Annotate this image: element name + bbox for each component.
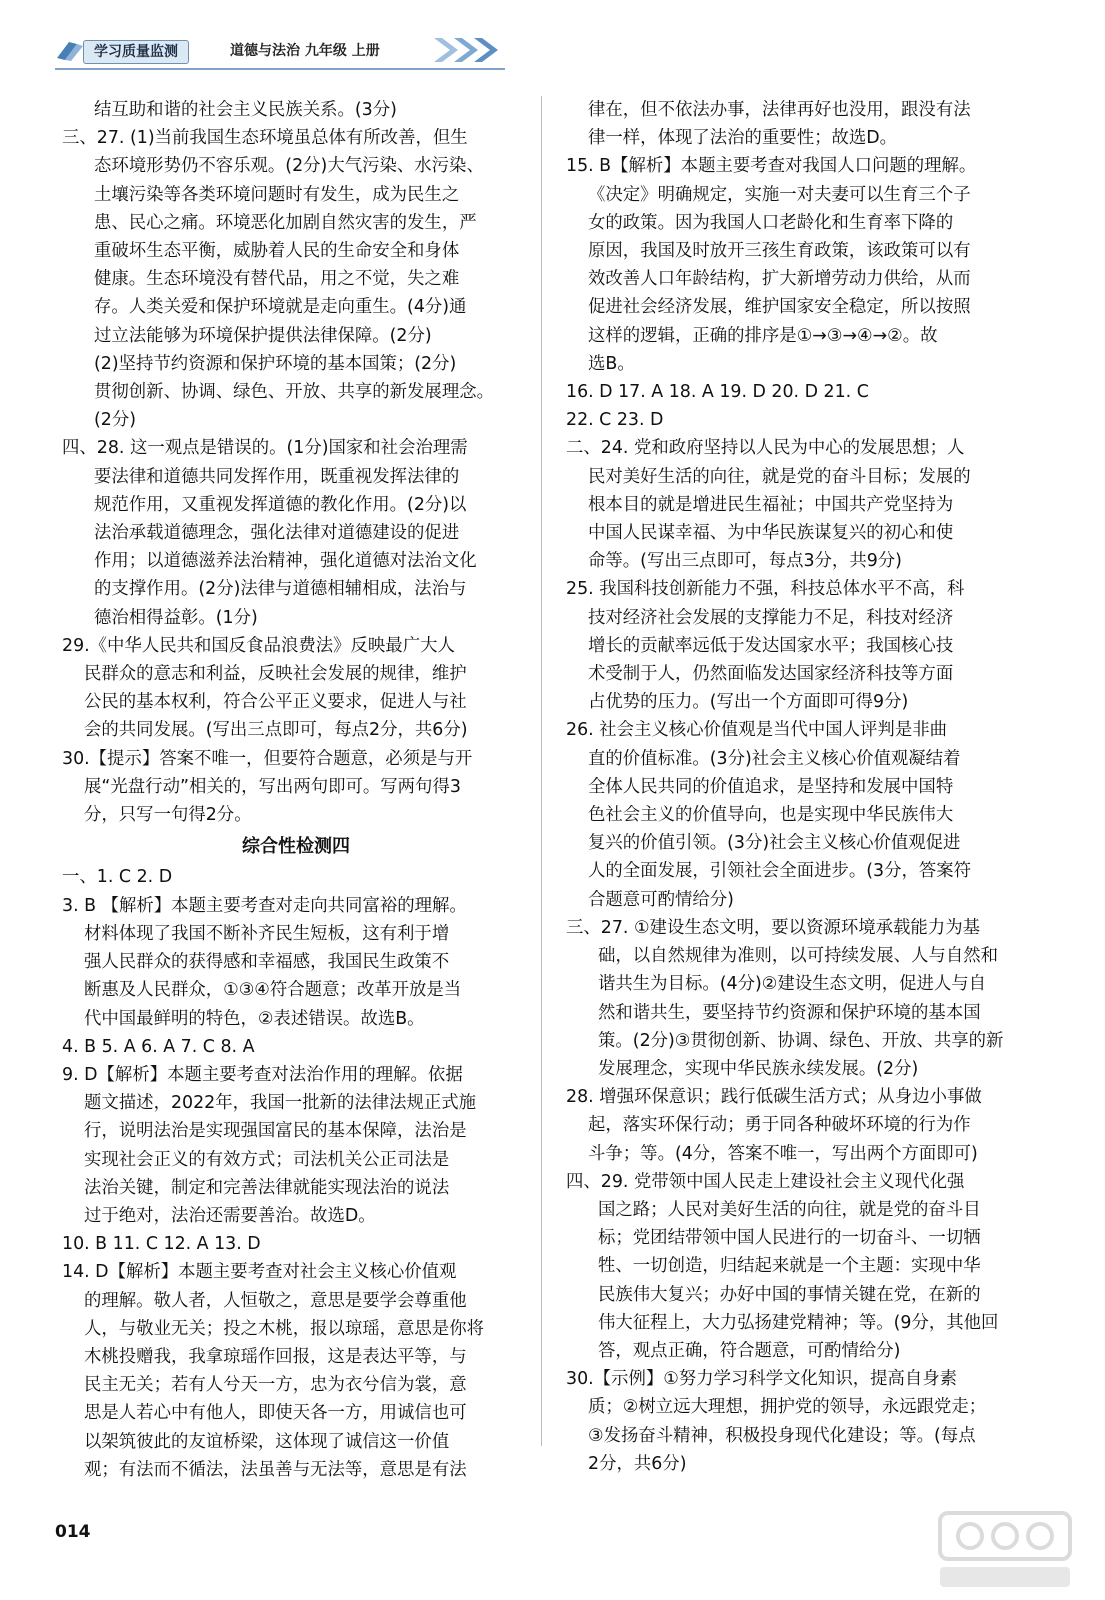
text-line: 的支撑作用。(2分)法律与道德相辅相成，法治与: [94, 579, 467, 600]
text-line: 女的政策。因为我国人口老龄化和生育率下降的: [588, 212, 954, 233]
text-line: 会的共同发展。(写出三点即可，每点2分，共6分): [84, 720, 468, 741]
text-line: 15. B【解析】本题主要考查对我国人口问题的理解。: [566, 156, 977, 177]
text-line: 国之路；人民对美好生活的向往，就是党的奋斗目: [598, 1199, 981, 1220]
text-line: 民主无关；若有人兮天一方，忠为衣兮信为裳，意: [84, 1375, 467, 1396]
text-line: 观；有法而不循法，法虽善与无法等，意思是有法: [84, 1459, 467, 1480]
text-line: 28. 增强环保意识；践行低碳生活方式；从身边小事做: [566, 1087, 982, 1108]
text-line: 质；②树立远大理想，拥护党的领导，永远跟党走；: [588, 1397, 987, 1418]
text-line: 律在，但不依法办事，法律再好也没用，跟没有法: [588, 100, 971, 120]
header-rule: [55, 68, 505, 70]
text-line: 律一样，体现了法治的重要性；故选D。: [588, 128, 898, 149]
text-line: 发展理念，实现中华民族永续发展。(2分): [598, 1058, 919, 1079]
text-line: ③发扬奋斗精神，积极投身现代化建设；等。(每点: [588, 1425, 976, 1446]
text-line: 作用；以道德滋养法治精神，强化道德对法治文化: [94, 551, 477, 572]
watermark-logo-icon: [930, 1505, 1080, 1595]
text-line: 22. C 23. D: [566, 410, 664, 431]
text-line: 代中国最鲜明的特色，②表述错误。故选B。: [84, 1008, 425, 1029]
text-line: 行，说明法治是实现强国富民的基本保障，法治是: [84, 1121, 467, 1142]
text-line: 原因，我国及时放开三孩生育政策，该政策可以有: [588, 241, 971, 262]
text-line: 斗争；等。(4分，答案不唯一，写出两个方面即可): [588, 1143, 978, 1164]
text-line: 三、27. ①建设生态文明，要以资源环境承载能力为基: [566, 917, 980, 938]
text-line: 二、24. 党和政府坚持以人民为中心的发展思想；人: [566, 438, 965, 459]
text-line: 30.【提示】答案不唯一，但要符合题意，必须是与开: [62, 748, 473, 769]
text-line: 存。人类关爱和保护环境就是走向重生。(4分)通: [94, 297, 467, 318]
text-line: 命等。(写出三点即可，每点3分，共9分): [588, 551, 902, 572]
text-line: 木桃投赠我，我拿琼瑶作回报，这是表达平等，与: [84, 1346, 467, 1367]
text-line: 30.【示例】①努力学习科学文化知识，提高自身素: [566, 1369, 958, 1390]
text-line: 展“光盘行动”相关的，写出两句即可。写两句得3: [84, 776, 461, 797]
text-line: 法治承载道德理念，强化法律对道德建设的促进: [94, 523, 460, 544]
text-line: 根本目的就是增进民生福祉；中国共产党坚持为: [588, 494, 954, 515]
text-line: 重破坏生态平衡，威胁着人民的生命安全和身体: [94, 241, 460, 262]
text-line: 过于绝对，法治还需要善治。故选D。: [84, 1205, 376, 1226]
text-line: 占优势的压力。(写出一个方面即可得9分): [588, 692, 909, 713]
text-line: 中国人民谋幸福、为中华民族谋复兴的初心和使: [588, 523, 954, 544]
text-line: 础，以自然规律为准则，以可持续发展、人与自然和: [598, 946, 998, 967]
text-line: 牲、一切创造，归结起来就是一个主题：实现中华: [598, 1256, 981, 1277]
text-line: 效改善人口年龄结构，扩大新增劳动力供给，从而: [588, 269, 971, 290]
text-line: 4. B 5. A 6. A 7. C 8. A: [62, 1036, 255, 1057]
text-line: 人的全面发展，引领社会全面进步。(3分，答案符: [588, 861, 972, 882]
text-line: 强人民群众的获得感和幸福感，我国民生政策不: [84, 952, 450, 973]
text-line: 谐共生为目标。(4分)②建设生态文明，促进人与自: [598, 974, 987, 995]
text-line: 答，观点正确，符合题意，可酌情给分): [598, 1340, 901, 1361]
text-line: 四、29. 党带领中国人民走上建设社会主义现代化强: [566, 1171, 965, 1192]
left-column: [62, 96, 530, 1484]
text-line: 思是人若心中有他人，即使天各一方，用诚信也可: [84, 1403, 467, 1424]
text-line: 增长的贡献率远低于发达国家水平；我国核心技: [588, 635, 954, 656]
text-line: 患、民心之痛。环境恶化加剧自然灾害的发生，严: [94, 212, 477, 233]
text-line: 策。(2分)③贯彻创新、协调、绿色、开放、共享的新: [598, 1030, 1004, 1051]
column-divider: [541, 96, 542, 1446]
text-line: 健康。生态环境没有替代品，用之不觉，失之难: [94, 269, 460, 290]
subject-label: 道德与法治 九年级 上册: [230, 43, 380, 59]
right-column: [566, 96, 1034, 1478]
text-line: 直的价值标准。(3分)社会主义核心价值观凝结着: [588, 748, 961, 769]
text-line: 2分，共6分): [588, 1453, 687, 1474]
text-line: 促进社会经济发展，维护国家安全稳定，所以按照: [588, 297, 971, 318]
page-number: 014: [55, 1522, 91, 1542]
text-line: 贯彻创新、协调、绿色、开放、共享的新发展理念。: [94, 382, 494, 403]
text-line: 色社会主义的价值导向，也是实现中华民族伟大: [588, 805, 954, 826]
text-line: (2)坚持节约资源和保护环境的基本国策；(2分): [94, 353, 457, 374]
text-line: 合题意可酌情给分): [588, 889, 734, 910]
text-line: 9. D【解析】本题主要考查对法治作用的理解。依据: [62, 1064, 463, 1085]
text-line: 德治相得益彰。(1分): [94, 607, 258, 628]
text-line: 分，只写一句得2分。: [84, 805, 252, 826]
text-line: 法治关键，制定和完善法律就能实现法治的说法: [84, 1177, 450, 1198]
text-line: 民族伟大复兴；办好中国的事情关键在党，在新的: [598, 1284, 981, 1305]
text-line: 断惠及人民群众，①③④符合题意；改革开放是当: [84, 980, 462, 1001]
text-line: 全体人民共同的价值追求，是坚持和发展中国特: [588, 776, 954, 797]
text-line: 土壤污染等各类环境问题时有发生，成为民生之: [94, 184, 460, 205]
book-icon: [55, 38, 85, 62]
text-line: 这样的逻辑，正确的排序是①→③→④→②。故: [588, 325, 938, 346]
text-line: 25. 我国科技创新能力不强，科技总体水平不高，科: [566, 579, 965, 600]
text-line: 10. B 11. C 12. A 13. D: [62, 1234, 261, 1255]
text-line: 29.《中华人民共和国反食品浪费法》反映最广大人: [62, 635, 455, 656]
text-line: 术受制于人，仍然面临发达国家经济科技等方面: [588, 664, 954, 685]
text-line: 结互助和谐的社会主义民族关系。(3分): [94, 100, 397, 120]
chevrons-right-icon: [430, 34, 510, 66]
text-line: 14. D【解析】本题主要考查对社会主义核心价值观: [62, 1262, 457, 1283]
text-line: 26. 社会主义核心价值观是当代中国人评判是非曲: [566, 720, 947, 741]
text-line: 人，与敬业无关；投之木桃，报以琼瑶，意思是你将: [84, 1318, 484, 1339]
text-line: 复兴的价值引领。(3分)社会主义核心价值观促进: [588, 833, 961, 854]
text-line: 16. D 17. A 18. A 19. D 20. D 21. C: [566, 382, 869, 403]
text-line: 选B。: [588, 353, 635, 374]
text-line: 四、28. 这一观点是错误的。(1分)国家和社会治理需: [62, 438, 468, 459]
text-line: 民群众的意志和利益，反映社会发展的规律，维护: [84, 664, 467, 685]
text-line: 标；党团结带领中国人民进行的一切奋斗、一切牺: [598, 1228, 981, 1249]
text-line: 技对经济社会发展的支撑能力不足，科技对经济: [588, 607, 954, 628]
text-line: 3. B 【解析】本题主要考查对走向共同富裕的理解。: [62, 895, 467, 916]
text-line: 以架筑彼此的友谊桥梁，这体现了诚信这一价值: [84, 1431, 450, 1452]
text-line: 规范作用，又重视发挥道德的教化作用。(2分)以: [94, 494, 467, 515]
text-line: 过立法能够为环境保护提供法律保障。(2分): [94, 325, 432, 346]
text-line: 实现社会正义的有效方式；司法机关公正司法是: [84, 1149, 450, 1170]
text-line: 的理解。敬人者，人恒敬之，意思是要学会尊重他: [84, 1290, 467, 1311]
text-line: 公民的基本权利，符合公平正义要求，促进人与社: [84, 692, 467, 713]
text-line: 伟大征程上，大力弘扬建党精神；等。(9分，其他回: [598, 1312, 999, 1333]
text-line: 民对美好生活的向往，就是党的奋斗目标；发展的: [588, 466, 971, 487]
text-line: 《决定》明确规定，实施一对夫妻可以生育三个子: [588, 184, 971, 205]
text-line: 材料体现了我国不断补齐民生短板，这有利于增: [84, 923, 450, 944]
text-line: 三、27. (1)当前我国生态环境虽总体有所改善，但生: [62, 128, 468, 149]
text-line: 一、1. C 2. D: [62, 867, 173, 888]
section-title: 综合性检测四: [242, 836, 350, 858]
text-line: 题文描述，2022年，我国一批新的法律法规正式施: [84, 1093, 477, 1114]
series-tag: 学习质量监测: [83, 40, 189, 64]
text-line: 起，落实环保行动；勇于同各种破坏环境的行为作: [588, 1115, 971, 1136]
text-line: 然和谐共生，要坚持节约资源和保护环境的基本国: [598, 1002, 981, 1023]
text-line: 要法律和道德共同发挥作用，既重视发挥法律的: [94, 466, 460, 487]
text-line: 态环境形势仍不容乐观。(2分)大气污染、水污染、: [94, 156, 484, 177]
text-line: (2分): [94, 410, 137, 431]
